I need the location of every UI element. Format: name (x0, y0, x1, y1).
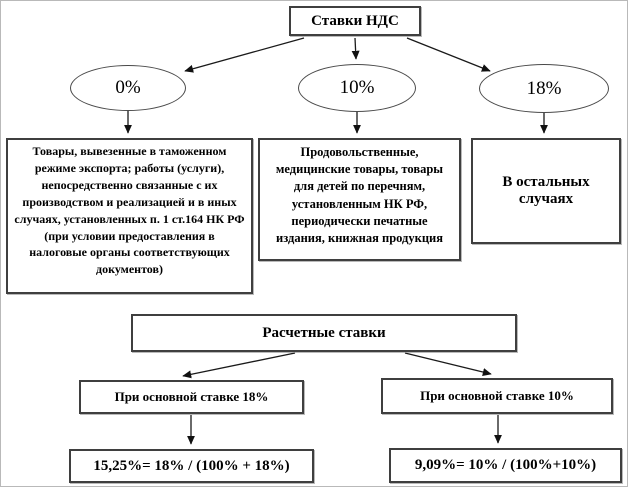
node-rate-18-description (471, 138, 621, 244)
node-formula-9-09-percent (389, 448, 622, 483)
branch-base-rate-18-label: При основной ставке 18% (114, 389, 269, 404)
formula-15-25-percent-text: 15,25%= 18% / (100% + 18%) (93, 458, 290, 474)
node-vat-rates-label: Ставки НДС (311, 13, 399, 29)
node-rate-0-description (6, 138, 253, 294)
rate-0-description-text: Товары, вывезенные в таможенном режиме экспорта; работы (услуги), непосредственно связанные с их производством и реализацией и в иных случаях, установленных п. 1 ст.164 НК РФ (при условии предоставления в налоговые органы соответствующих документов) (14, 144, 245, 277)
node-formula-15-25-percent (69, 449, 314, 483)
rate-10-label: 10% (339, 77, 375, 98)
rate-18-label: 18% (526, 77, 562, 99)
node-vat-rates-title (289, 6, 421, 36)
arrow-root-to-18 (407, 38, 490, 71)
rate-10-description-text: Продовольственные, медицинские товары, товары для детей по перечням, установленным НК РФ, периодически печатные издания, книжная продукция (275, 145, 444, 246)
arrow-root-to-10 (355, 38, 356, 59)
node-rate-10-percent (298, 64, 416, 112)
arrow-calc-to-branch18 (183, 353, 295, 376)
formula-9-09-percent-text: 9,09%= 10% / (100%+10%) (414, 457, 597, 473)
node-rate-10-description (258, 138, 461, 261)
arrow-root-to-0 (185, 38, 304, 71)
calculated-rates-label: Расчетные ставки (262, 325, 386, 341)
branch-base-rate-10-label: При основной ставке 10% (420, 388, 574, 403)
node-rate-18-percent (479, 64, 609, 113)
arrow-calc-to-branch10 (405, 353, 491, 374)
rate-0-label: 0% (115, 77, 141, 98)
node-branch-base-rate-18 (79, 380, 304, 414)
node-calculated-rates-title (131, 314, 517, 352)
rate-18-description-text: В остальных случаях (502, 174, 590, 207)
node-rate-0-percent (70, 65, 186, 111)
node-branch-base-rate-10 (381, 378, 613, 414)
